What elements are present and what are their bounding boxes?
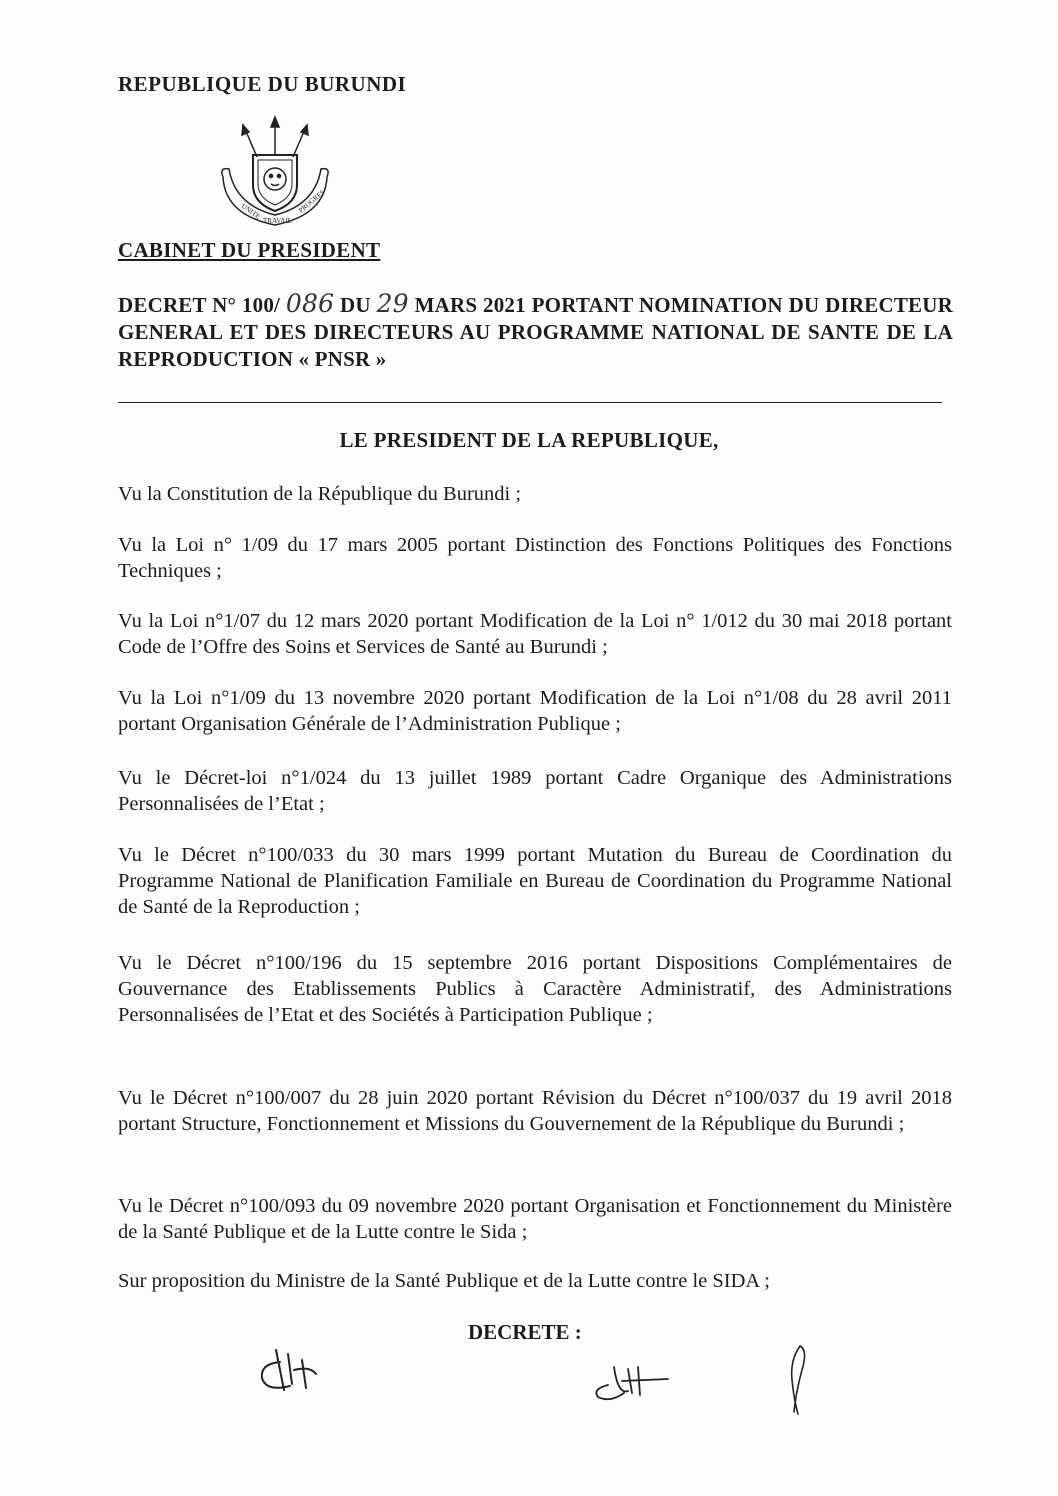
decree-du: DU — [334, 293, 377, 317]
initials-signature-2 — [588, 1355, 678, 1405]
initials-signature-1 — [250, 1340, 330, 1400]
initials-signature-3 — [778, 1340, 818, 1420]
svg-text:PROGRES: PROGRES — [297, 188, 327, 215]
consideration-paragraph: Vu le Décret n°100/007 du 28 juin 2020 portant Révision du Décret n°100/037 du 19 avril 2018 portant Structure, Fonctionnement et Missions du Gouvernement de la République du Burundi ; — [118, 1087, 952, 1135]
president-heading: LE PRESIDENT DE LA REPUBLIQUE, — [339, 428, 719, 452]
svg-text:TRAVAIL: TRAVAIL — [263, 217, 292, 225]
republic-header: REPUBLIQUE DU BURUNDI — [118, 72, 407, 96]
decrete-label: DECRETE : — [468, 1320, 582, 1344]
decree-day-handwritten: 29 — [376, 289, 409, 318]
svg-text:UNITE: UNITE — [239, 202, 262, 221]
title-divider — [118, 402, 942, 403]
consideration-paragraph: Vu la Constitution de la République du Burundi ; — [118, 483, 522, 505]
consideration-paragraph: Vu le Décret n°100/033 du 30 mars 1999 portant Mutation du Bureau de Coordination du Programme National de Planification Familiale en Bureau de Coordination du Programme National de Santé de la Reproduction ; — [118, 844, 952, 918]
consideration-paragraph: Vu le Décret-loi n°1/024 du 13 juillet 1989 portant Cadre Organique des Administrations Personnalisées de l’Etat ; — [118, 767, 952, 815]
decree-title-rest: MARS 2021 PORTANT NOMINATION DU DIRECTEUR GENERAL ET DES DIRECTEURS AU PROGRAMME NATIONAL DE SANTE DE LA REPRODUCTION « PNSR » — [118, 293, 953, 371]
consideration-paragraph: Vu la Loi n°1/07 du 12 mars 2020 portant Modification de la Loi n° 1/012 du 30 mai 2018 portant Code de l’Offre des Soins et Services de Santé au Burundi ; — [118, 610, 952, 658]
decree-prefix: DECRET N° 100/ — [118, 293, 286, 317]
consideration-paragraph: Vu la Loi n°1/09 du 13 novembre 2020 portant Modification de la Loi n°1/08 du 28 avril 2011 portant Organisation Générale de l’Administration Publique ; — [118, 687, 952, 735]
consideration-paragraph: Sur proposition du Ministre de la Santé Publique et de la Lutte contre le SIDA ; — [118, 1270, 770, 1292]
burundi-coat-of-arms-icon — [205, 115, 345, 230]
decree-title — [118, 290, 953, 373]
cabinet-header: CABINET DU PRESIDENT — [118, 238, 381, 262]
consideration-paragraph: Vu le Décret n°100/196 du 15 septembre 2016 portant Dispositions Complémentaires de Gouvernance des Etablissements Publics à Caractère Administratif, des Administrations Personnalisées de l’Etat et des Sociétés à Participation Publique ; — [118, 952, 952, 1026]
consideration-paragraph: Vu le Décret n°100/093 du 09 novembre 2020 portant Organisation et Fonctionnement du Ministère de la Santé Publique et de la Lutte contre le Sida ; — [118, 1195, 952, 1243]
decree-number-handwritten: 086 — [285, 289, 335, 318]
consideration-paragraph: Vu la Loi n° 1/09 du 17 mars 2005 portant Distinction des Fonctions Politiques des Fonctions Techniques ; — [118, 534, 952, 582]
